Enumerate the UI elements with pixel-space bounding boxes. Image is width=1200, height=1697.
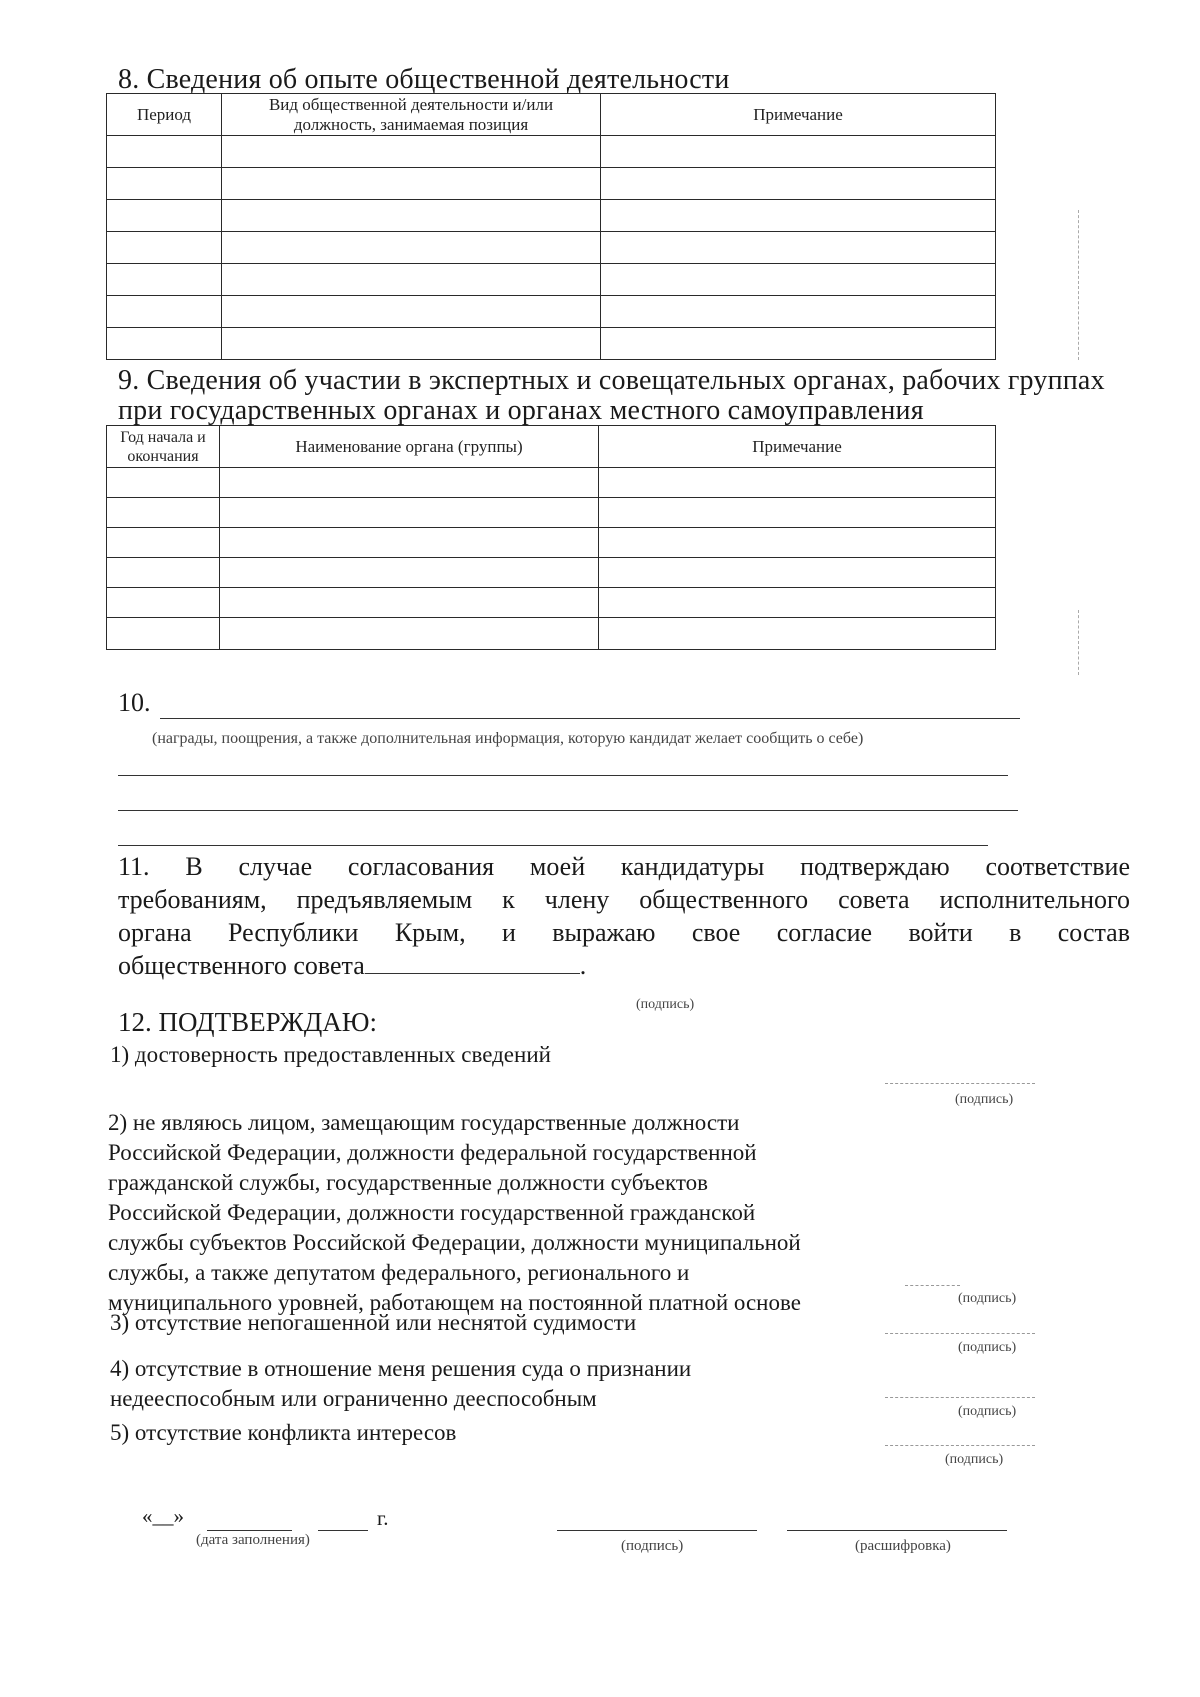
s9-cell[interactable] <box>599 558 996 588</box>
s9-cell[interactable] <box>220 558 599 588</box>
s8-cell[interactable] <box>222 296 601 328</box>
footer-decode-caption: (расшифровка) <box>855 1538 951 1554</box>
s11-line-4 <box>118 951 586 981</box>
s10-extra-line-2[interactable] <box>118 810 1018 811</box>
s12-item-2-line: службы субъектов Российской Федерации, должности муниципальной <box>108 1230 801 1255</box>
s8-cell[interactable] <box>107 136 222 168</box>
s12-item-5-signature-caption: (подпись) <box>945 1452 1004 1467</box>
s8-cell[interactable] <box>601 200 996 232</box>
s9-cell[interactable] <box>107 618 220 650</box>
s9-cell[interactable] <box>599 468 996 498</box>
table-row <box>107 264 996 296</box>
s10-extra-line-3[interactable] <box>118 845 988 846</box>
s10-extra-line-1[interactable] <box>118 775 1008 776</box>
s8-cell[interactable] <box>222 328 601 360</box>
section-8-title: 8. Сведения об опыте общественной деятельности <box>118 64 730 95</box>
s8-cell[interactable] <box>601 296 996 328</box>
s8-col-activity-line2: должность, занимаемая позиция <box>293 114 529 134</box>
s12-item-2-line: службы, а также депутатом федерального, регионального и <box>108 1260 690 1285</box>
s12-item-2-signature-caption: (подпись) <box>958 1291 1017 1306</box>
s11-line-2: требованиям, предъявляемым к члену общественного совета исполнительного <box>118 885 1130 914</box>
s9-cell[interactable] <box>107 468 220 498</box>
s12-item-4-signature-line[interactable] <box>885 1397 1035 1398</box>
s11-line-3: органа Республики Крым, и выражаю свое согласие войти в состав <box>118 918 1130 947</box>
footer-date-month-line[interactable] <box>207 1530 292 1531</box>
scan-artifact-dash <box>1078 210 1079 360</box>
s12-item-4-line-1: 4) отсутствие в отношение меня решения суда о признании <box>110 1356 692 1381</box>
section-9-title-line2: при государственных органах и органах местного самоуправления <box>118 395 924 426</box>
s12-item-2 <box>108 1108 801 1318</box>
s8-cell[interactable] <box>601 264 996 296</box>
s8-cell[interactable] <box>107 264 222 296</box>
s8-cell[interactable] <box>222 136 601 168</box>
s8-col-note: Примечание <box>601 94 996 136</box>
s12-item-1: 1) достоверность предоставленных сведений <box>110 1042 551 1067</box>
s12-item-4-signature-caption: (подпись) <box>958 1404 1017 1419</box>
s12-item-1-signature-line[interactable] <box>885 1083 1035 1084</box>
s8-cell[interactable] <box>107 296 222 328</box>
s9-col-years <box>107 426 220 468</box>
s12-item-3-signature-line[interactable] <box>885 1333 1035 1334</box>
s11-signature-line[interactable] <box>365 955 580 974</box>
s9-cell[interactable] <box>599 498 996 528</box>
table-row <box>107 200 996 232</box>
s12-item-2-line: Российской Федерации, должности федеральной государственной <box>108 1140 757 1165</box>
s8-cell[interactable] <box>107 168 222 200</box>
s8-cell[interactable] <box>601 328 996 360</box>
s12-item-5-signature-line[interactable] <box>885 1445 1035 1446</box>
s10-caption: (награды, поощрения, а также дополнительная информация, которую кандидат желает сообщить о себе) <box>152 730 864 747</box>
footer-year-suffix: г. <box>377 1506 389 1530</box>
s12-item-2-line: Российской Федерации, должности государственной гражданской <box>108 1200 756 1225</box>
s9-cell[interactable] <box>599 588 996 618</box>
s9-cell[interactable] <box>220 588 599 618</box>
table-row <box>107 168 996 200</box>
footer-date-caption: (дата заполнения) <box>196 1532 310 1548</box>
s9-cell[interactable] <box>220 528 599 558</box>
s11-line-4-text: общественного совета <box>118 951 365 980</box>
s9-cell[interactable] <box>220 468 599 498</box>
table-row <box>107 328 996 360</box>
s9-col-body-name: Наименование органа (группы) <box>220 426 599 468</box>
table-row <box>107 498 996 528</box>
s8-col-activity <box>222 94 601 136</box>
section-9-title-line1: 9. Сведения об участии в экспертных и совещательных органах, рабочих группах <box>118 365 1105 396</box>
scan-artifact-dash <box>1078 610 1079 675</box>
s8-cell[interactable] <box>107 232 222 264</box>
footer-date-day[interactable]: «__» <box>142 1504 184 1528</box>
s11-signature-caption: (подпись) <box>636 997 695 1012</box>
s8-cell[interactable] <box>601 168 996 200</box>
s11-line-1: 11. В случае согласования моей кандидатуры подтверждаю соответствие <box>118 852 1130 881</box>
table-row <box>107 618 996 650</box>
s9-cell[interactable] <box>107 498 220 528</box>
s11-line-4-end: . <box>579 951 587 980</box>
s8-cell[interactable] <box>601 232 996 264</box>
s8-cell[interactable] <box>107 200 222 232</box>
s12-item-3: 3) отсутствие непогашенной или неснятой судимости <box>110 1310 637 1335</box>
s9-col-years-line2: окончания <box>127 447 199 465</box>
s9-cell[interactable] <box>107 558 220 588</box>
table-row <box>107 468 996 498</box>
section-8-table <box>106 93 996 360</box>
footer-signature-line[interactable] <box>557 1530 757 1531</box>
s8-cell[interactable] <box>222 232 601 264</box>
table-row <box>107 588 996 618</box>
footer-signature-caption: (подпись) <box>621 1538 684 1554</box>
s10-answer-line[interactable] <box>160 718 1020 719</box>
s8-cell[interactable] <box>222 264 601 296</box>
s12-item-1-signature-caption: (подпись) <box>955 1092 1014 1107</box>
s8-cell[interactable] <box>222 168 601 200</box>
s12-item-2-signature-line[interactable] <box>905 1285 960 1286</box>
s9-cell[interactable] <box>599 528 996 558</box>
s9-cell[interactable] <box>107 588 220 618</box>
s8-cell[interactable] <box>107 328 222 360</box>
s12-item-3-signature-caption: (подпись) <box>958 1340 1017 1355</box>
table-row <box>107 136 996 168</box>
s8-col-period: Период <box>107 94 222 136</box>
s12-item-2-line: 2) не являюсь лицом, замещающим государственные должности <box>108 1110 740 1135</box>
s12-item-4-line-2: недееспособным или ограниченно дееспособным <box>110 1386 597 1411</box>
s12-item-5: 5) отсутствие конфликта интересов <box>110 1420 457 1445</box>
footer-date-year-line[interactable] <box>318 1530 368 1531</box>
s9-col-years-line1: Год начала и <box>120 428 206 446</box>
s9-cell[interactable] <box>220 498 599 528</box>
section-12-title: 12. ПОДТВЕРЖДАЮ: <box>118 1007 377 1037</box>
s12-item-2-line: муниципального уровней, работающем на постоянной платной основе <box>108 1290 801 1315</box>
footer-decode-line[interactable] <box>787 1530 1007 1531</box>
s9-cell[interactable] <box>107 528 220 558</box>
s9-cell[interactable] <box>599 618 996 650</box>
table-row <box>107 296 996 328</box>
table-row <box>107 528 996 558</box>
s8-cell[interactable] <box>222 200 601 232</box>
s12-item-2-line: гражданской службы, государственные должности субъектов <box>108 1170 708 1195</box>
section-9-table <box>106 425 996 650</box>
s9-col-note: Примечание <box>599 426 996 468</box>
table-row <box>107 232 996 264</box>
s8-col-activity-line1: Вид общественной деятельности и/или <box>268 94 554 114</box>
table-row <box>107 558 996 588</box>
section-10-number: 10. <box>118 688 151 717</box>
s9-cell[interactable] <box>220 618 599 650</box>
s8-cell[interactable] <box>601 136 996 168</box>
